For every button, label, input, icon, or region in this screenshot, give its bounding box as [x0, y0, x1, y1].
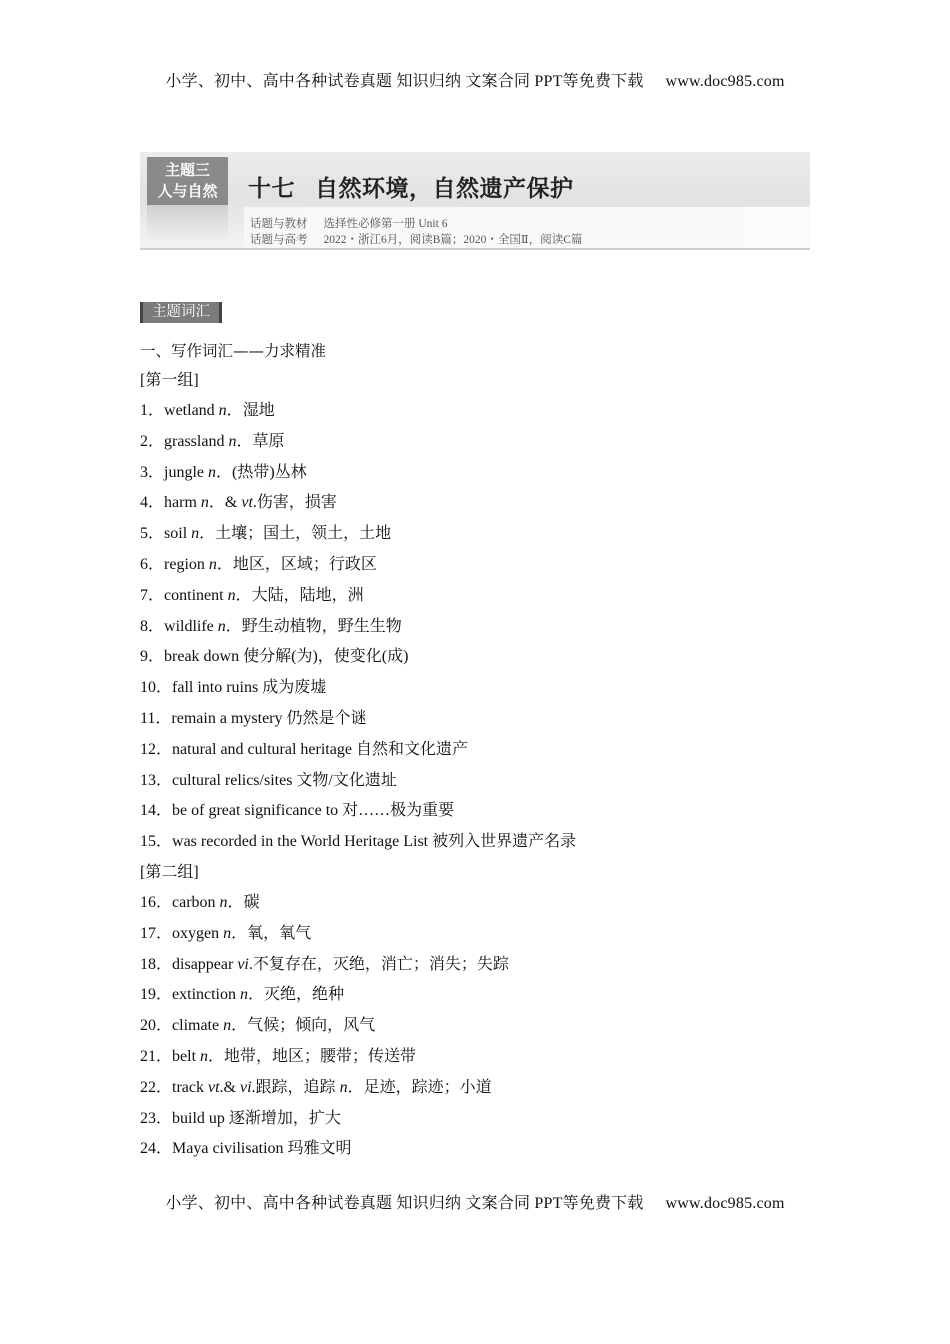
footer-text: 小学、初中、高中各种试卷真题 知识归纳 文案合同 PPT等免费下载: [165, 1195, 644, 1212]
item-pos-sep: ．: [216, 555, 233, 573]
vocab-item: [140, 1104, 820, 1135]
vocab-item: [140, 1042, 820, 1073]
item-number: 11．: [140, 709, 172, 727]
item-meaning: 对……极为重要: [342, 802, 455, 820]
vocab-item: [140, 642, 820, 673]
item-pos-sep: ．: [248, 986, 265, 1004]
item-meaning: 碳: [243, 893, 260, 911]
item-pos: vi: [237, 955, 249, 973]
vocab-item: [140, 1073, 820, 1104]
item-meaning: 草原: [252, 432, 285, 450]
item-term: be of great significance to: [172, 802, 339, 820]
item-term: oxygen: [172, 924, 220, 942]
meta-textbook-value: 选择性必修第一册 Unit 6: [323, 218, 448, 230]
item-pos-sep: ．: [231, 1017, 248, 1035]
item-term: disappear: [172, 955, 234, 973]
vocabulary-list-2: [140, 888, 820, 1165]
item-meaning: 氧，氧气: [247, 924, 312, 942]
vocab-item: [140, 919, 820, 950]
vocab-item: [140, 550, 820, 581]
vocab-item: [140, 612, 820, 643]
item-number: 14．: [140, 802, 173, 820]
meta-textbook: [250, 215, 447, 231]
item-meaning: 灭绝，绝种: [264, 986, 345, 1004]
item-pos-2: vi: [240, 1078, 252, 1096]
item-term: remain a mystery: [171, 709, 283, 727]
theme-badge: [147, 157, 228, 205]
item-pos-sep: ．: [225, 617, 242, 635]
item-pos: n: [200, 1047, 209, 1065]
item-term: was recorded in the World Heritage List: [172, 833, 429, 851]
vocabulary-list-1: [140, 396, 820, 858]
item-number: 4．: [140, 494, 165, 512]
item-meaning: 野生动植物，野生生物: [241, 617, 402, 635]
badge-line-1: 主题三: [164, 161, 210, 179]
item-meaning: 湿地: [242, 402, 275, 419]
header-text: 小学、初中、高中各种试卷真题 知识归纳 文案合同 PPT等免费下载: [165, 73, 644, 90]
banner-title: [248, 170, 574, 203]
item-pos-sep: ．: [227, 893, 244, 911]
item-term: wetland: [164, 402, 215, 419]
page-footer: [0, 1190, 950, 1213]
item-meaning: 自然和文化遗产: [355, 740, 468, 758]
item-pos-3: n: [339, 1078, 348, 1096]
badge-shadow: [147, 205, 228, 245]
item-term: carbon: [172, 893, 216, 911]
item-pos: n: [228, 432, 237, 450]
item-pos: n: [218, 402, 227, 419]
vocab-item: [140, 704, 820, 735]
item-pos-sep: .: [248, 955, 253, 973]
item-pos: n: [240, 986, 248, 1004]
vocab-item: [140, 519, 820, 550]
vocab-item: [140, 827, 820, 858]
item-pos: n: [219, 893, 228, 911]
item-number: 16．: [140, 893, 173, 911]
page-header: [0, 68, 950, 91]
vocab-item: [140, 766, 820, 797]
item-meaning: 玛雅文明: [287, 1140, 352, 1158]
footer-site: www.doc985.com: [665, 1195, 785, 1212]
item-term: Maya civilisation: [172, 1140, 284, 1158]
header-site: www.doc985.com: [665, 73, 785, 90]
vocab-item: [140, 396, 820, 427]
vocab-item: [140, 950, 820, 981]
vocab-item: [140, 581, 820, 612]
item-meaning: 仍然是个谜: [286, 709, 367, 727]
vocab-item: [140, 458, 820, 489]
item-number: 22．: [140, 1078, 173, 1096]
item-meaning: 伤害，损害: [256, 494, 337, 512]
item-term: fall into ruins: [172, 679, 259, 697]
item-term: cultural relics/sites: [172, 771, 293, 789]
item-pos-sep: ．: [236, 432, 253, 450]
item-meaning: 地带，地区；腰带；传送带: [224, 1047, 417, 1065]
item-meaning: 逐渐增加，扩大: [228, 1109, 341, 1127]
item-pos-2: vt: [241, 494, 253, 512]
item-term: build up: [172, 1109, 225, 1127]
item-number: 19．: [140, 986, 173, 1004]
item-pos-sep: ．: [216, 463, 233, 481]
item-pos: vt: [208, 1078, 220, 1096]
group-2-label: [第二组]: [140, 863, 199, 881]
unit-title: 自然环境，自然遗产保护: [315, 176, 574, 202]
item-term: region: [164, 555, 205, 573]
item-number: 10．: [140, 679, 173, 697]
item-number: 15．: [140, 833, 173, 851]
topic-banner: [140, 152, 810, 250]
item-number: 12．: [140, 740, 173, 758]
group-1-label: [第一组]: [140, 372, 199, 389]
vocab-item: [140, 488, 820, 519]
item-term: break down: [164, 648, 240, 666]
item-meaning: 被列入世界遗产名录: [432, 833, 577, 851]
item-term: extinction: [172, 986, 236, 1004]
item-term: natural and cultural heritage: [172, 740, 352, 758]
item-meaning: 成为废墟: [262, 679, 327, 697]
item-meaning-2: 足迹，踪迹；小道: [363, 1078, 492, 1096]
item-pos-sep: ．&: [208, 494, 242, 512]
unit-number: 十七: [248, 176, 295, 202]
item-meaning: 地区，区域；行政区: [232, 555, 377, 573]
item-pos: n: [223, 1017, 232, 1035]
vocab-item: [140, 1011, 820, 1042]
item-number: 24．: [140, 1140, 173, 1158]
item-pos-sep: ．: [226, 402, 243, 419]
item-number: 7．: [140, 586, 165, 604]
item-pos-sep-2: .: [251, 1078, 256, 1096]
item-term: jungle: [164, 463, 205, 481]
item-term: climate: [172, 1017, 220, 1035]
meta-exam-value: 2022・浙江6月，阅读B篇；2020・全国Ⅱ，阅读C篇: [323, 234, 583, 246]
badge-line-2: 人与自然: [157, 182, 218, 200]
item-pos-sep: ．: [199, 525, 216, 543]
item-number: 9．: [140, 648, 165, 666]
item-term: wildlife: [164, 617, 214, 635]
item-pos: n: [208, 463, 217, 481]
vocab-item: [140, 735, 820, 766]
item-meaning: 文物/文化遗址: [296, 771, 397, 789]
meta-exam-key: 话题与高考: [250, 234, 308, 246]
vocab-item: [140, 673, 820, 704]
vocab-item: [140, 796, 820, 827]
item-number: 23．: [140, 1109, 173, 1127]
meta-exam: [250, 231, 582, 247]
item-meaning: 气候；倾向，风气: [247, 1017, 376, 1035]
meta-textbook-key: 话题与教材: [250, 218, 308, 230]
item-pos: n: [200, 494, 209, 512]
item-pos: n: [227, 586, 236, 604]
item-meaning: 土壤；国土，领土，土地: [215, 525, 392, 543]
item-number: 21．: [140, 1047, 173, 1065]
item-number: 5．: [140, 525, 165, 543]
item-number: 20．: [140, 1017, 173, 1035]
section-heading: 一、写作词汇——力求精准: [140, 342, 327, 360]
item-number: 18．: [140, 955, 173, 973]
vocab-item: [140, 888, 820, 919]
item-pos-sep: .&: [219, 1078, 240, 1096]
item-pos-sep: ．: [231, 924, 248, 942]
item-pos-sep: ．: [208, 1047, 225, 1065]
item-term: track: [172, 1078, 204, 1096]
vocab-item: [140, 1134, 820, 1165]
item-meaning: 大陆，陆地，洲: [251, 586, 364, 604]
item-number: 17．: [140, 924, 173, 942]
item-meaning: 跟踪，追踪: [255, 1078, 340, 1096]
item-pos: n: [191, 525, 200, 543]
item-term: harm: [164, 494, 197, 512]
section-tag: 主题词汇: [140, 302, 222, 323]
item-pos-sep-3: ．: [347, 1078, 364, 1096]
item-pos: n: [217, 617, 226, 635]
item-pos: n: [223, 924, 232, 942]
item-term: soil: [164, 525, 188, 543]
item-term: continent: [164, 586, 224, 604]
item-term: grassland: [164, 432, 225, 450]
item-meaning: (热带)丛林: [232, 463, 307, 481]
item-number: 6．: [140, 555, 165, 573]
item-number: 3．: [140, 463, 165, 481]
item-number: 2．: [140, 432, 165, 450]
item-meaning: 不复存在，灭绝，消亡；消失；失踪: [252, 955, 509, 973]
item-number: 1．: [140, 402, 165, 419]
item-number: 13．: [140, 771, 173, 789]
vocab-item: [140, 427, 820, 458]
item-pos: n: [208, 555, 217, 573]
item-term: belt: [172, 1047, 197, 1065]
item-pos-sep: ．: [235, 586, 252, 604]
vocab-item: [140, 980, 820, 1011]
item-meaning: 使分解(为)，使变化(成): [243, 648, 409, 666]
vocabulary-content: [140, 336, 820, 1165]
item-number: 8．: [140, 617, 165, 635]
item-pos-sep-2: .: [252, 494, 257, 512]
